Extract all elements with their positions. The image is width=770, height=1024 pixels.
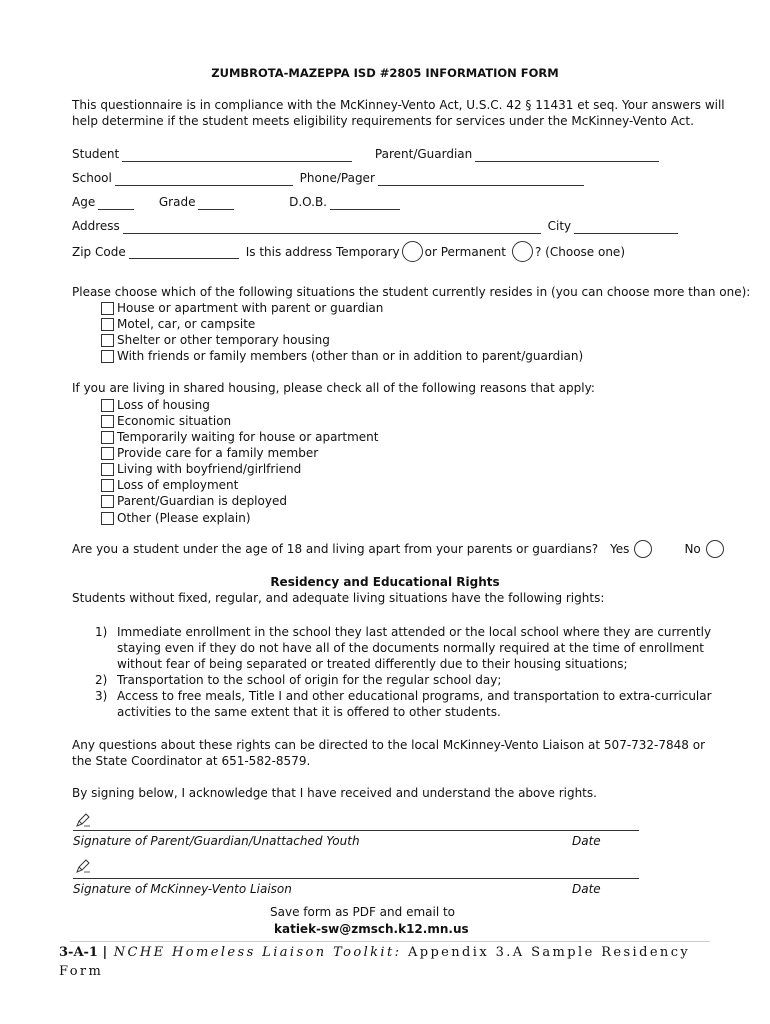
phone-label: Phone/Pager xyxy=(299,171,375,185)
email-address[interactable]: katiek-sw@zmsch.k12.mn.us xyxy=(274,922,469,936)
school-label: School xyxy=(72,171,112,185)
questions-line-2: the State Coordinator at 651-582-8579. xyxy=(72,754,311,768)
school-field[interactable] xyxy=(115,172,293,186)
city-label: City xyxy=(547,219,572,233)
residence-option-label: Motel, car, or campsite xyxy=(117,317,256,331)
checkbox[interactable] xyxy=(101,431,114,444)
date-label-liaison: Date xyxy=(572,882,601,896)
footer-page-number: 3-A-1 | xyxy=(59,945,108,960)
pen-icon xyxy=(75,812,91,831)
intro-line-2: help determine if the student meets eligibility requirements for services under the McKinney-Vento Act. xyxy=(72,114,694,128)
pen-icon xyxy=(75,858,91,877)
residence-prompt: Please choose which of the following situations the student currently resides in (you can choose more than one): xyxy=(72,285,751,299)
checkbox[interactable] xyxy=(101,334,114,347)
no-radio[interactable] xyxy=(706,540,724,558)
no-label: No xyxy=(684,542,701,556)
signature-line-liaison[interactable] xyxy=(73,878,639,879)
residence-option[interactable] xyxy=(101,332,330,348)
age-field[interactable] xyxy=(98,196,134,210)
rights-item xyxy=(72,624,712,672)
zip-field[interactable] xyxy=(129,245,239,259)
checkbox[interactable] xyxy=(101,512,114,525)
shared-option[interactable] xyxy=(101,397,210,413)
shared-prompt: If you are living in shared housing, please check all of the following reasons that apply: xyxy=(72,381,595,395)
permanent-label: or Permanent xyxy=(424,244,506,259)
temporary-label: Is this address Temporary xyxy=(245,244,400,259)
shared-option-label: Temporarily waiting for house or apartment xyxy=(117,430,379,444)
shared-option-label: Loss of employment xyxy=(117,478,239,492)
form-title: ZUMBROTA-MAZEPPA ISD #2805 INFORMATION FORM xyxy=(211,66,559,80)
residence-option[interactable] xyxy=(101,300,383,316)
address-field[interactable] xyxy=(123,220,541,234)
rights-item xyxy=(72,688,712,720)
student-field[interactable] xyxy=(122,148,352,162)
permanent-radio[interactable] xyxy=(512,241,533,262)
rights-item-line: without fear of being separated or treated differently due to their housing situations; xyxy=(117,657,628,671)
save-instruction: Save form as PDF and email to xyxy=(270,905,456,919)
age-row xyxy=(72,195,403,210)
residence-option-label: With friends or family members (other than or in addition to parent/guardian) xyxy=(117,349,584,363)
rights-item-line: staying even if they do not have all of the documents normally required at the time of enrollment xyxy=(117,641,705,655)
parent-field[interactable] xyxy=(475,148,659,162)
checkbox[interactable] xyxy=(101,350,114,363)
age-label: Age xyxy=(72,195,96,209)
checkbox[interactable] xyxy=(101,399,114,412)
checkbox[interactable] xyxy=(101,447,114,460)
shared-option[interactable] xyxy=(101,477,238,493)
temporary-radio[interactable] xyxy=(402,241,423,262)
minor-question-text: Are you a student under the age of 18 and living apart from your parents or guardians? xyxy=(72,542,599,556)
rights-item-number: 2) xyxy=(95,673,108,687)
yes-radio[interactable] xyxy=(634,540,652,558)
residence-option-label: Shelter or other temporary housing xyxy=(117,333,330,347)
signature-label-liaison: Signature of McKinney-Vento Liaison xyxy=(73,882,292,896)
student-row xyxy=(72,147,662,162)
grade-label: Grade xyxy=(158,195,196,209)
dob-field[interactable] xyxy=(330,196,400,210)
choose-one-label: ? (Choose one) xyxy=(535,244,625,259)
shared-option[interactable] xyxy=(101,429,378,445)
zip-row xyxy=(72,241,625,262)
footer-divider xyxy=(70,941,710,942)
shared-option-label: Provide care for a family member xyxy=(117,446,319,460)
shared-option-label: Economic situation xyxy=(117,414,232,428)
checkbox[interactable] xyxy=(101,495,114,508)
rights-item-line: Access to free meals, Title I and other educational programs, and transportation to extra-curricular xyxy=(117,689,712,703)
shared-option[interactable] xyxy=(101,461,301,477)
grade-field[interactable] xyxy=(198,196,234,210)
rights-item-line: Immediate enrollment in the school they last attended or the local school where they are currently xyxy=(117,625,712,639)
phone-field[interactable] xyxy=(378,172,584,186)
residence-option-label: House or apartment with parent or guardian xyxy=(117,301,384,315)
shared-option[interactable] xyxy=(101,445,318,461)
rights-item-line: activities to the same extent that it is offered to other students. xyxy=(117,705,501,719)
checkbox[interactable] xyxy=(101,318,114,331)
parent-label: Parent/Guardian xyxy=(374,147,473,161)
shared-option-label: Parent/Guardian is deployed xyxy=(117,494,287,508)
intro-text xyxy=(72,97,725,129)
address-label: Address xyxy=(72,219,120,233)
residence-option[interactable] xyxy=(101,348,583,364)
checkbox[interactable] xyxy=(101,479,114,492)
footer-toolkit-title: NCHE Homeless Liaison Toolkit: xyxy=(113,945,402,960)
rights-list xyxy=(72,624,712,720)
residence-option[interactable] xyxy=(101,316,255,332)
shared-option[interactable] xyxy=(101,413,231,429)
shared-option-label: Other (Please explain) xyxy=(117,511,251,525)
minor-question-row xyxy=(72,540,726,558)
rights-heading: Residency and Educational Rights xyxy=(270,575,500,589)
zip-label: Zip Code xyxy=(72,244,126,259)
shared-option-label: Living with boyfriend/girlfriend xyxy=(117,462,302,476)
yes-label: Yes xyxy=(610,542,630,556)
intro-line-1: This questionnaire is in compliance with the McKinney-Vento Act, U.S.C. 42 § 11431 et seq. Your answers will xyxy=(72,98,725,112)
rights-item-line: Transportation to the school of origin for the regular school day; xyxy=(117,673,502,687)
checkbox[interactable] xyxy=(101,463,114,476)
city-field[interactable] xyxy=(574,220,678,234)
signature-label-parent: Signature of Parent/Guardian/Unattached Youth xyxy=(73,834,360,848)
school-row xyxy=(72,171,587,186)
rights-intro: Students without fixed, regular, and adequate living situations have the following rights: xyxy=(72,591,605,605)
signature-line-parent[interactable] xyxy=(73,830,639,831)
page-footer xyxy=(59,943,699,981)
questions-text xyxy=(72,737,705,769)
rights-item xyxy=(72,672,712,688)
address-row xyxy=(72,219,681,234)
shared-option-label: Loss of housing xyxy=(117,398,210,412)
rights-item-number: 1) xyxy=(95,625,108,639)
student-label: Student xyxy=(72,147,120,161)
dob-label: D.O.B. xyxy=(289,195,327,209)
acknowledge-text: By signing below, I acknowledge that I have received and understand the above rights. xyxy=(72,786,597,800)
date-label-parent: Date xyxy=(572,834,601,848)
shared-option[interactable] xyxy=(101,510,251,526)
footer-appendix: Appendix 3.A Sample Residency Form xyxy=(59,945,691,979)
checkbox[interactable] xyxy=(101,302,114,315)
shared-option[interactable] xyxy=(101,493,287,509)
rights-item-number: 3) xyxy=(95,689,108,703)
questions-line-1: Any questions about these rights can be directed to the local McKinney-Vento Liaison at 507-732-7848 or xyxy=(72,738,706,752)
checkbox[interactable] xyxy=(101,415,114,428)
